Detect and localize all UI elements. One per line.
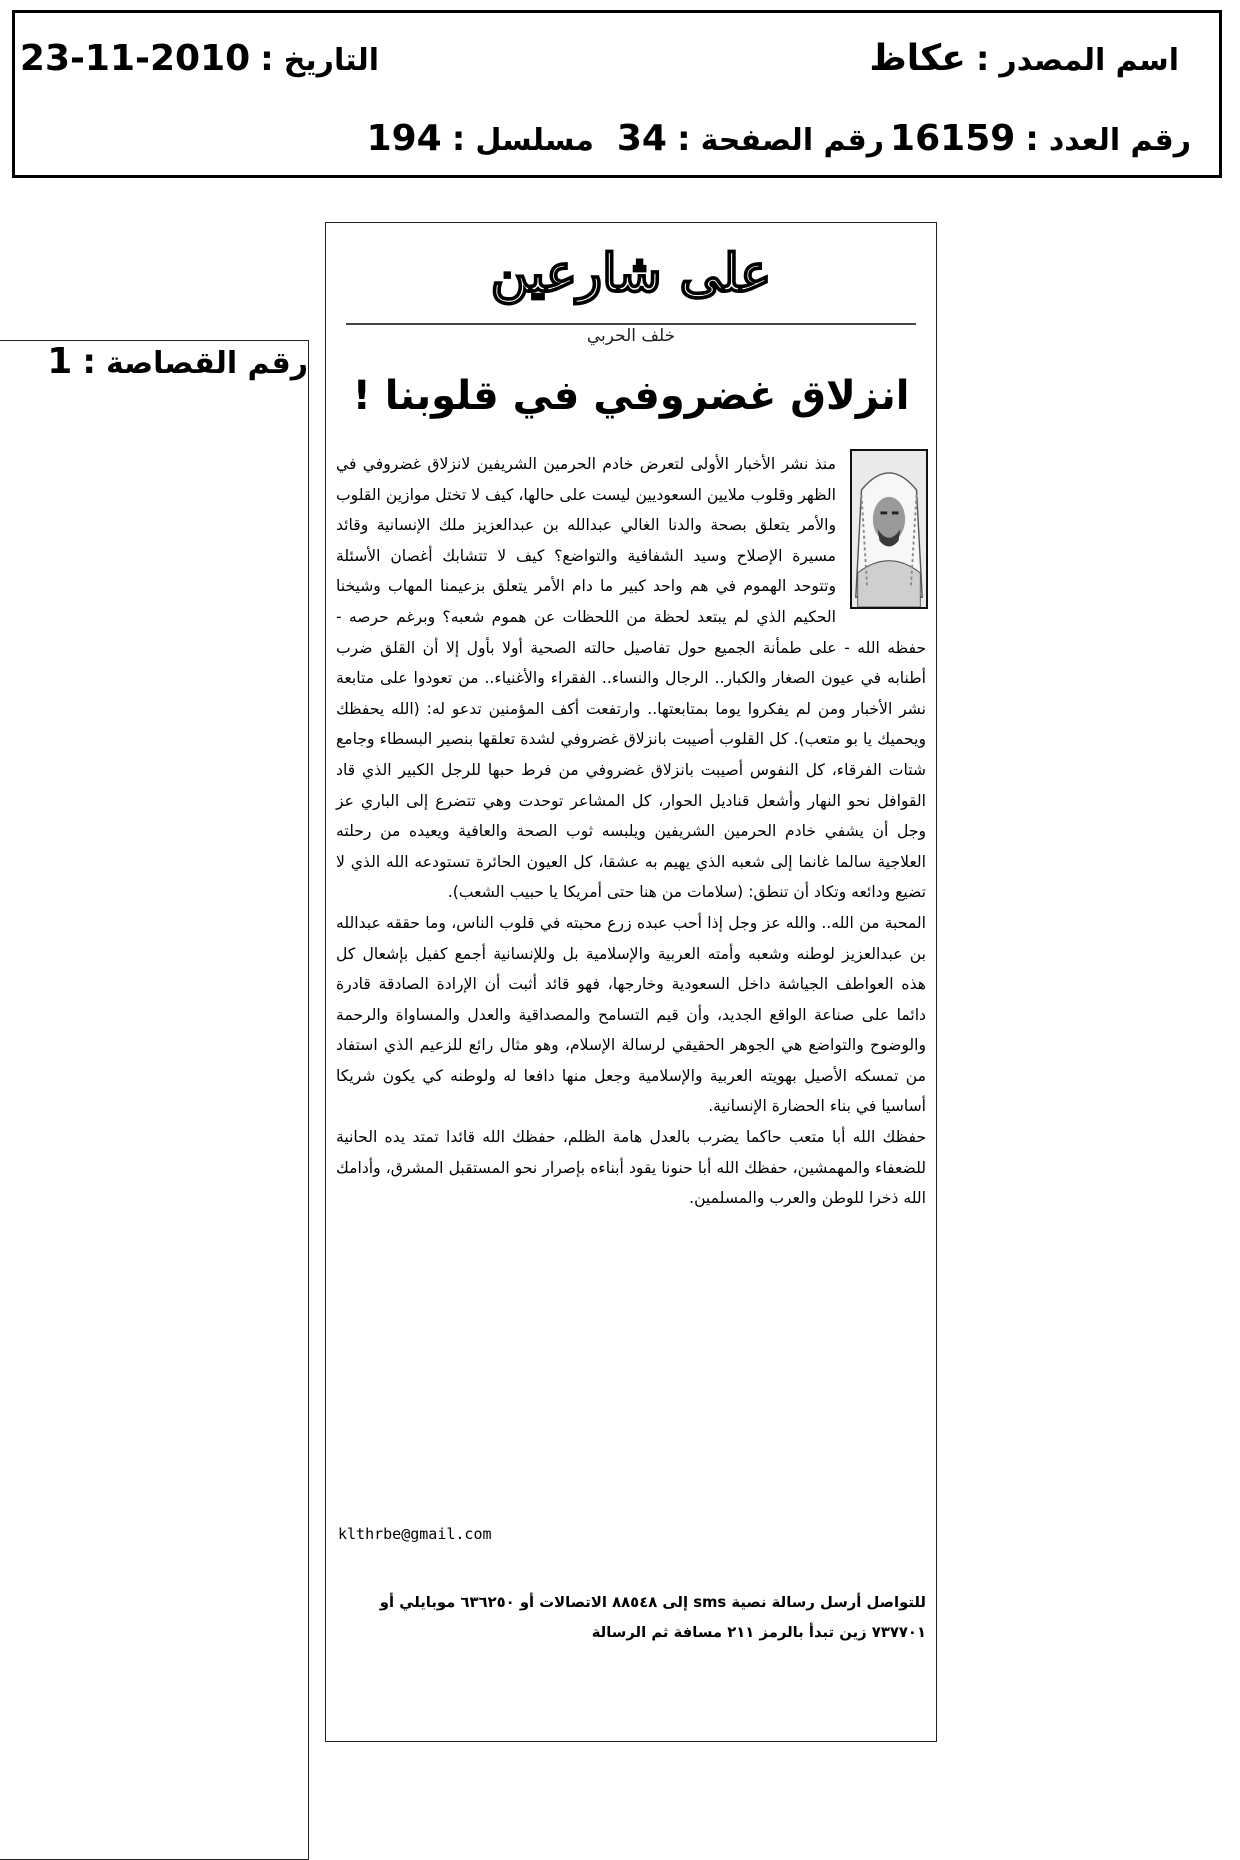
source-separator: : — [975, 39, 990, 79]
clip-label: رقم القصاصة — [105, 346, 308, 381]
source-field — [869, 38, 1179, 79]
article-clipping — [325, 222, 937, 1742]
article-paragraph: حفظك الله أبا متعب حاكما يضرب بالعدل هامة الظلم، حفظك الله قائدا تمتد يده الحانية للضعفاء والمهمشين، حفظك الله أبا حنونا يقود أبناءه بإصرار نحو المستقبل المشرق، وأدامك الله ذخرا للوطن والعرب والمسلمين. — [336, 1128, 926, 1208]
sms-contact-note: للتواصل أرسل رسالة نصية sms إلى ٨٨٥٤٨ الاتصالات أو ٦٣٦٢٥٠ موبايلي أو ٧٣٧٧٠١ زين تبدأ بالرمز ٢١١ مسافة ثم الرسالة — [379, 1594, 926, 1641]
date-separator: : — [260, 39, 274, 79]
clip-field — [0, 340, 309, 1860]
author-email: klthrbe@gmail.com — [338, 1525, 492, 1543]
clip-separator: : — [82, 342, 96, 382]
article-paragraph: المحبة من الله.. والله عز وجل إذا أحب عبده زرع محبته في قلوب الناس، وما حققه عبدالله بن عبدالعزيز لوطنه وشعبه وأمته العربية والإسلامية بل وللإنسانية أجمع كفيل بإشعال كل هذه العواطف الجياشة داخل السعودية وخارجها، فهو قائد أثبت أن الإرادة الصادقة قادرة دائما على صناعة الواقع الجديد، وأن قيم التسامح والمصداقية والعدل والمساواة والرحمة والوضوح والتواضع هي الجوهر الحقيقي لرسالة الإسلام، وهو مثال رائع للزعيم الذي استفاد من تمسكه الأصيل بهويته العربية والإسلامية وجعل منها دافعا له ولوطنه كي يكون شريكا أساسيا في بناء الحضارة الإنسانية. — [336, 913, 926, 1116]
serial-label: مسلسل — [475, 123, 594, 158]
date-field — [20, 38, 379, 79]
page-field — [617, 118, 884, 159]
source-label: اسم المصدر — [999, 43, 1179, 78]
page-label: رقم الصفحة — [700, 123, 884, 158]
metadata-row-1 — [15, 38, 1219, 98]
article-body — [336, 449, 926, 1214]
serial-field — [367, 118, 594, 159]
title-divider — [346, 323, 916, 325]
issue-label: رقم العدد — [1048, 123, 1191, 158]
article-paragraph: منذ نشر الأخبار الأولى لتعرض خادم الحرمين الشريفين لانزلاق غضروفي في الظهر وقلوب ملايين السعوديين ليست على حالها، كيف لا تختل موازين القلوب والأمر يتعلق بصحة والدنا الغالي عبدالله بن عبدالعزيز ملك الإنسانية وقائد مسيرة الإصلاح وسيد الشفافية والتواضع؟ كيف لا تتشابك أغصان الأسئلة وتتوحد الهموم في هم واحد كبير ما دام الأمر يتعلق بزعيمنا المهاب وشيخنا الحكيم الذي لم يبتعد لحظة من اللحظات عن هموم شعبه؟ وبرغم حرصه - حفظه الله - على طمأنة الجميع حول تفاصيل حالته الصحية أولا بأول إلا أن القلق ضرب أطنابه في عيون الصغار والكبار.. الرجال والنساء.. الفقراء والأغنياء.. من تعودوا على متابعة نشر الأخبار ومن لم يفكروا يوما بمتابعتها.. وارتفعت أكف المؤمنين تدعو له: (الله يحفظك ويحميك يا بو متعب). كل القلوب أصيبت بانزلاق غضروفي لشدة تعلقها بنصير البسطاء وجامع شتات الفرقاء، كل النفوس أصيبت بانزلاق غضروفي من فرط حبها للرجل الكبير الذي قاد القوافل نحو النهار وأشعل قناديل الحوار، كل المشاعر توحدت وهي تتضرع إلى الباري عز وجل أن يشفي خادم الحرمين الشريفين ويلبسه ثوب الصحة والعافية ويعيده من رحلته العلاجية سالما غانما إلى شعبه الذي يهيم به عشقا، كل العيون الحائرة تستودعه الله الذي لا تضيع ودائعه وتكاد أن تنطق: (سلامات من هنا حتى أمريكا يا حبيب الشعب). — [336, 455, 926, 902]
author-name: خلف الحربي — [586, 326, 676, 346]
date-value: 23-11-2010 — [19, 38, 251, 79]
headline: انزلاق غضروفي في قلوبنا ! — [352, 373, 910, 419]
serial-separator: : — [451, 119, 466, 159]
page-separator: : — [676, 119, 691, 159]
clip-value: 1 — [47, 341, 73, 382]
serial-value: 194 — [366, 118, 442, 159]
issue-field — [890, 118, 1191, 159]
date-label: التاريخ — [283, 43, 379, 78]
issue-value: 16159 — [890, 118, 1016, 159]
issue-separator: : — [1025, 119, 1039, 159]
source-value: عكاظ — [869, 38, 966, 79]
column-title: على شارعين — [490, 243, 772, 304]
page-value: 34 — [616, 118, 667, 159]
